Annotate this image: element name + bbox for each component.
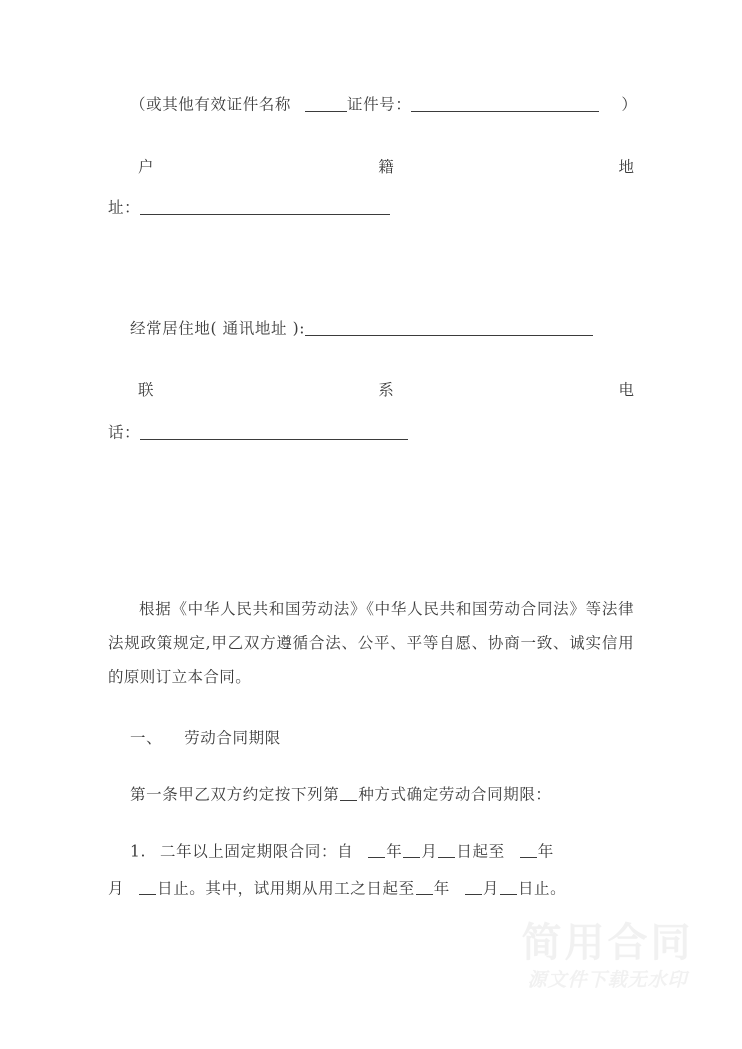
residence-address-label: 经常居住地( 通讯地址 ): xyxy=(130,319,306,338)
residence-address-field xyxy=(108,320,634,337)
contact-char-2: 系 xyxy=(378,381,394,399)
item-one-month3-label: 月 xyxy=(482,879,499,898)
contact-phone-input-row xyxy=(108,424,634,441)
item-one-probation-month-blank[interactable] xyxy=(465,880,482,895)
item-one-year-label: 年 xyxy=(386,842,403,861)
household-address-spread-row xyxy=(108,155,634,177)
item-one-text-b: 日止。其中，试用期从用工之日起至 xyxy=(157,879,415,898)
item-one-text-c: 日止。 xyxy=(517,879,567,898)
contact-phone-continuation xyxy=(108,424,634,441)
item-one-end-day-blank[interactable] xyxy=(139,880,156,895)
item-one-year3-label: 年 xyxy=(433,879,450,898)
item-one-year2-label: 年 xyxy=(537,842,554,861)
residence-address-row xyxy=(108,320,634,337)
contact-phone-blank[interactable] xyxy=(140,424,408,440)
section-number: 一、 xyxy=(130,729,163,747)
household-address-input-row xyxy=(108,199,634,216)
household-char-3: 地 xyxy=(618,158,634,176)
section-title: 劳动合同期限 xyxy=(184,729,281,747)
contact-phone-spread-row xyxy=(108,378,634,400)
watermark-sub-text: 源文件下载无水印 xyxy=(527,969,688,991)
article-one-row xyxy=(108,786,634,803)
watermark xyxy=(505,920,710,992)
id-line-suffix-label: ） xyxy=(621,95,638,114)
item-one-day-label: 日起至 xyxy=(456,842,505,861)
household-address-continuation xyxy=(108,199,634,216)
contact-phone-label: 话： xyxy=(108,423,141,442)
watermark-main-text: 简用合同 xyxy=(521,920,694,966)
item-one-row-one xyxy=(108,843,634,860)
id-type-prefix-label: （或其他有效证件名称 xyxy=(130,95,292,114)
id-number-blank[interactable] xyxy=(411,96,599,112)
item-one-start-month-blank[interactable] xyxy=(403,843,420,858)
item-one-start-year-blank[interactable] xyxy=(368,843,385,858)
id-document-row xyxy=(108,95,638,114)
article-one-text-a: 第一条甲乙双方约定按下列第 xyxy=(130,785,340,804)
household-char-1: 户 xyxy=(138,158,154,176)
item-one-month2-label: 月 xyxy=(108,879,125,898)
article-one-text-b: 种方式确定劳动合同期限： xyxy=(358,785,552,804)
residence-address-blank[interactable] xyxy=(305,320,593,336)
article-one-option-blank[interactable] xyxy=(340,786,357,801)
item-one-probation-day-blank[interactable] xyxy=(500,880,517,895)
item-one-number: 1. xyxy=(130,842,146,861)
household-address-label: 址： xyxy=(108,198,141,217)
id-number-label: 证件号： xyxy=(347,95,412,114)
item-one-line-one xyxy=(108,843,634,860)
item-one-start-day-blank[interactable] xyxy=(438,843,455,858)
section-heading-row xyxy=(108,731,634,747)
item-one-row-two xyxy=(108,880,634,897)
preamble-paragraph: 根据《中华人民共和国劳动法》《中华人民共和国劳动合同法》等法律法规政策规定,甲乙双方遵循合法、公平、平等自愿、协商一致、诚实信用的原则订立本合同。 xyxy=(108,600,634,686)
section-heading-block xyxy=(108,731,634,747)
contact-char-3: 电 xyxy=(618,381,634,399)
contact-phone-field xyxy=(108,378,634,400)
contact-char-1: 联 xyxy=(138,381,154,399)
preamble-paragraph-block xyxy=(108,592,634,694)
item-one-text-a: 二年以上固定期限合同：自 xyxy=(160,842,354,861)
item-one-month-label: 月 xyxy=(421,842,438,861)
id-type-blank[interactable] xyxy=(305,96,347,112)
id-document-field-line xyxy=(108,95,638,114)
item-one-probation-year-blank[interactable] xyxy=(416,880,433,895)
item-one-line-two xyxy=(108,880,634,897)
article-one-block xyxy=(108,786,634,803)
household-address-field xyxy=(108,155,634,177)
item-one-end-year-blank[interactable] xyxy=(520,843,537,858)
household-address-blank[interactable] xyxy=(140,199,390,215)
household-char-2: 籍 xyxy=(378,158,394,176)
